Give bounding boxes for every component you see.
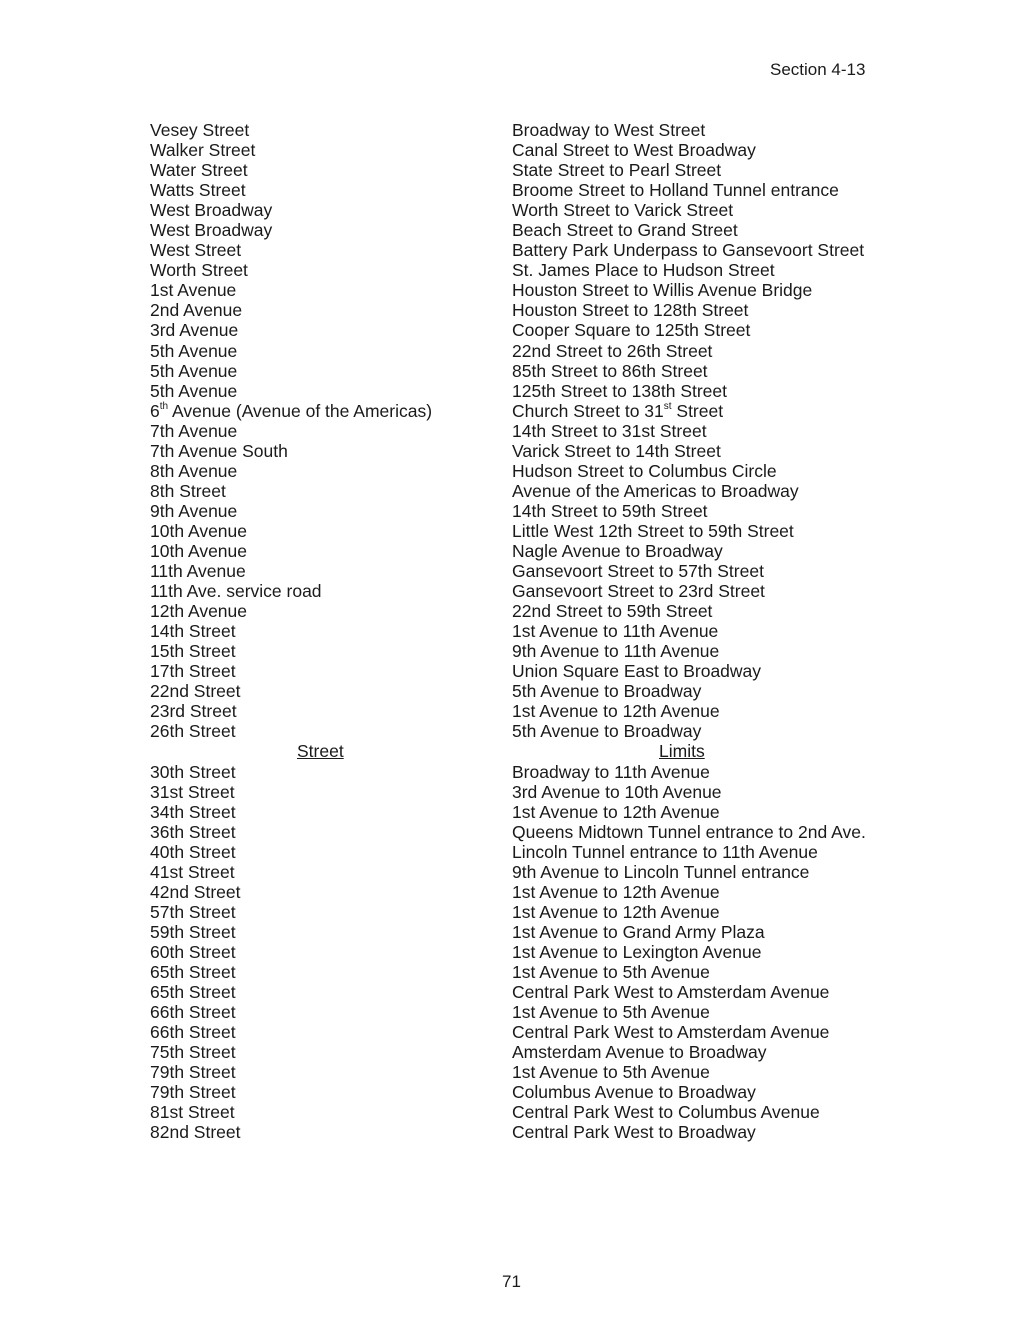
limits-cell: 1st Avenue to Lexington Avenue xyxy=(512,941,762,962)
limits-cell: 85th Street to 86th Street xyxy=(512,360,708,381)
limits-cell: 1st Avenue to 5th Avenue xyxy=(512,1002,710,1023)
limits-cell: Battery Park Underpass to Gansevoort Street xyxy=(512,240,865,261)
table-row xyxy=(150,320,870,340)
table-row xyxy=(150,361,870,381)
table-row xyxy=(150,140,870,160)
street-cell: Vesey Street xyxy=(150,120,250,140)
table-row xyxy=(150,1062,870,1082)
street-cell: Water Street xyxy=(150,160,248,181)
street-cell: 66th Street xyxy=(150,1022,236,1043)
street-cell: Worth Street xyxy=(150,260,248,281)
limits-cell: Canal Street to West Broadway xyxy=(512,140,756,161)
limits-cell: Houston Street to Willis Avenue Bridge xyxy=(512,280,813,301)
street-cell: 82nd Street xyxy=(150,1122,241,1143)
table-row xyxy=(150,922,870,942)
street-cell: 66th Street xyxy=(150,1002,236,1023)
limits-cell: 1st Avenue to Grand Army Plaza xyxy=(512,921,765,942)
limits-cell: 22nd Street to 59th Street xyxy=(512,601,713,622)
street-cell: 22nd Street xyxy=(150,681,241,702)
limits-cell: 22nd Street to 26th Street xyxy=(512,340,713,361)
table-row xyxy=(150,341,870,361)
street-cell: 11th Ave. service road xyxy=(150,581,322,602)
table-row xyxy=(150,541,870,561)
limits-cell: Central Park West to Amsterdam Avenue xyxy=(512,1022,830,1043)
limits-cell: Beach Street to Grand Street xyxy=(512,220,738,241)
street-cell: 10th Avenue xyxy=(150,540,247,561)
limits-cell: Central Park West to Broadway xyxy=(512,1122,756,1143)
street-cell: 7th Avenue xyxy=(150,420,238,441)
street-limits-table xyxy=(150,120,870,1142)
street-cell: 79th Street xyxy=(150,1062,236,1083)
limits-cell: 1st Avenue to 12th Avenue xyxy=(512,881,720,902)
limits-cell: Lincoln Tunnel entrance to 11th Avenue xyxy=(512,841,818,862)
limits-cell: Amsterdam Avenue to Broadway xyxy=(512,1042,767,1063)
street-cell: 79th Street xyxy=(150,1082,236,1103)
table-row xyxy=(150,862,870,882)
table-row xyxy=(150,1102,870,1122)
limits-cell: Queens Midtown Tunnel entrance to 2nd Ave. xyxy=(512,821,866,842)
street-cell: 65th Street xyxy=(150,961,236,982)
limits-cell: Broome Street to Holland Tunnel entrance xyxy=(512,180,839,201)
limits-cell: 9th Avenue to Lincoln Tunnel entrance xyxy=(512,861,810,882)
limits-cell: Little West 12th Street to 59th Street xyxy=(512,520,794,541)
street-cell: 5th Avenue xyxy=(150,360,238,381)
limits-cell: 1st Avenue to 12th Avenue xyxy=(512,801,720,822)
limits-cell: 5th Avenue to Broadway xyxy=(512,681,702,702)
street-cell: 7th Avenue South xyxy=(150,440,288,461)
table-row xyxy=(150,1082,870,1102)
street-cell: 75th Street xyxy=(150,1042,236,1063)
table-row xyxy=(150,641,870,661)
table-row xyxy=(150,421,870,441)
table-row xyxy=(150,581,870,601)
table-row xyxy=(150,200,870,220)
limits-cell: Union Square East to Broadway xyxy=(512,661,762,682)
table-row xyxy=(150,721,870,741)
column-headings xyxy=(150,741,870,761)
street-cell: 40th Street xyxy=(150,841,236,862)
street-cell: 41st Street xyxy=(150,861,235,882)
street-cell: 15th Street xyxy=(150,641,236,662)
table-row xyxy=(150,942,870,962)
table-row xyxy=(150,481,870,501)
street-cell: 31st Street xyxy=(150,781,235,802)
table-row xyxy=(150,240,870,260)
street-cell: 3rd Avenue xyxy=(150,320,239,341)
limits-cell: 5th Avenue to Broadway xyxy=(512,721,702,742)
table-row xyxy=(150,220,870,240)
table-row xyxy=(150,180,870,200)
table-row xyxy=(150,681,870,701)
limits-cell: 1st Avenue to 5th Avenue xyxy=(512,1062,710,1083)
street-cell: 26th Street xyxy=(150,721,236,742)
table-row xyxy=(150,822,870,842)
street-cell: West Street xyxy=(150,240,242,261)
limits-cell: State Street to Pearl Street xyxy=(512,160,722,181)
table-row xyxy=(150,882,870,902)
table-row xyxy=(150,401,870,421)
limits-cell: 1st Avenue to 11th Avenue xyxy=(512,621,719,642)
street-cell: 12th Avenue xyxy=(150,601,247,622)
table-row xyxy=(150,561,870,581)
street-cell: West Broadway xyxy=(150,220,273,241)
table-row xyxy=(150,762,870,782)
street-column-heading: Street xyxy=(297,741,344,762)
limits-column-heading: Limits xyxy=(659,741,705,762)
street-cell: 60th Street xyxy=(150,941,236,962)
street-cell: 36th Street xyxy=(150,821,236,842)
street-cell: 23rd Street xyxy=(150,701,237,722)
street-cell: 8th Avenue xyxy=(150,460,238,481)
table-row xyxy=(150,300,870,320)
street-cell: 5th Avenue xyxy=(150,380,238,401)
table-row xyxy=(150,842,870,862)
limits-cell: Broadway to 11th Avenue xyxy=(512,761,710,782)
limits-cell: 1st Avenue to 12th Avenue xyxy=(512,701,720,722)
table-row xyxy=(150,521,870,541)
street-cell: 8th Street xyxy=(150,480,226,501)
street-cell: 11th Avenue xyxy=(150,561,246,582)
street-cell: 57th Street xyxy=(150,901,236,922)
street-cell: 65th Street xyxy=(150,982,236,1003)
rows-bottom-group xyxy=(150,762,870,1143)
limits-cell: 14th Street to 31st Street xyxy=(512,420,707,441)
limits-cell: 125th Street to 138th Street xyxy=(512,380,728,401)
table-row xyxy=(150,782,870,802)
street-cell: 2nd Avenue xyxy=(150,300,243,321)
table-row xyxy=(150,962,870,982)
table-row xyxy=(150,120,870,140)
limits-cell: Columbus Avenue to Broadway xyxy=(512,1082,756,1103)
limits-cell: 1st Avenue to 12th Avenue xyxy=(512,901,720,922)
table-row xyxy=(150,1002,870,1022)
table-row xyxy=(150,982,870,1002)
limits-cell: Gansevoort Street to 23rd Street xyxy=(512,581,765,602)
street-cell: 6th Avenue (Avenue of the Americas) xyxy=(150,400,433,421)
street-cell: Watts Street xyxy=(150,180,246,201)
table-row xyxy=(150,260,870,280)
table-row xyxy=(150,601,870,621)
limits-cell: Central Park West to Amsterdam Avenue xyxy=(512,982,830,1003)
limits-cell: Central Park West to Columbus Avenue xyxy=(512,1102,820,1123)
table-row xyxy=(150,661,870,681)
limits-cell: Varick Street to 14th Street xyxy=(512,440,721,461)
section-header: Section 4-13 xyxy=(770,60,866,79)
limits-cell: Cooper Square to 125th Street xyxy=(512,320,751,341)
table-row xyxy=(150,1022,870,1042)
table-row xyxy=(150,701,870,721)
table-row xyxy=(150,280,870,300)
table-row xyxy=(150,501,870,521)
street-cell: 34th Street xyxy=(150,801,236,822)
table-row xyxy=(150,621,870,641)
limits-cell: 9th Avenue to 11th Avenue xyxy=(512,641,720,662)
table-row xyxy=(150,1122,870,1142)
limits-cell: Gansevoort Street to 57th Street xyxy=(512,561,764,582)
limits-cell: Avenue of the Americas to Broadway xyxy=(512,480,799,501)
table-row xyxy=(150,441,870,461)
street-cell: 81st Street xyxy=(150,1102,235,1123)
table-row xyxy=(150,461,870,481)
rows-top-group xyxy=(150,120,870,401)
page-number: 71 xyxy=(502,1272,521,1291)
limits-cell: Nagle Avenue to Broadway xyxy=(512,540,723,561)
table-row xyxy=(150,160,870,180)
street-cell: 14th Street xyxy=(150,621,236,642)
street-cell: 17th Street xyxy=(150,661,236,682)
street-cell: 10th Avenue xyxy=(150,520,247,541)
limits-cell: Church Street to 31st Street xyxy=(512,400,724,421)
table-row xyxy=(150,802,870,822)
street-cell: 5th Avenue xyxy=(150,340,238,361)
table-row xyxy=(150,381,870,401)
limits-cell: Houston Street to 128th Street xyxy=(512,300,749,321)
limits-cell: 1st Avenue to 5th Avenue xyxy=(512,961,710,982)
limits-cell: Worth Street to Varick Street xyxy=(512,200,734,221)
street-cell: Walker Street xyxy=(150,140,256,161)
street-cell: 30th Street xyxy=(150,761,236,782)
street-cell: 9th Avenue xyxy=(150,500,238,521)
limits-cell: St. James Place to Hudson Street xyxy=(512,260,775,281)
street-cell: 1st Avenue xyxy=(150,280,237,301)
limits-cell: 3rd Avenue to 10th Avenue xyxy=(512,781,722,802)
limits-cell: Broadway to West Street xyxy=(512,120,706,140)
table-row xyxy=(150,1042,870,1062)
street-cell: 42nd Street xyxy=(150,881,241,902)
rows-mid-group xyxy=(150,421,870,742)
limits-cell: 14th Street to 59th Street xyxy=(512,500,708,521)
table-row xyxy=(150,902,870,922)
street-cell: 59th Street xyxy=(150,921,236,942)
limits-cell: Hudson Street to Columbus Circle xyxy=(512,460,777,481)
street-cell: West Broadway xyxy=(150,200,273,221)
